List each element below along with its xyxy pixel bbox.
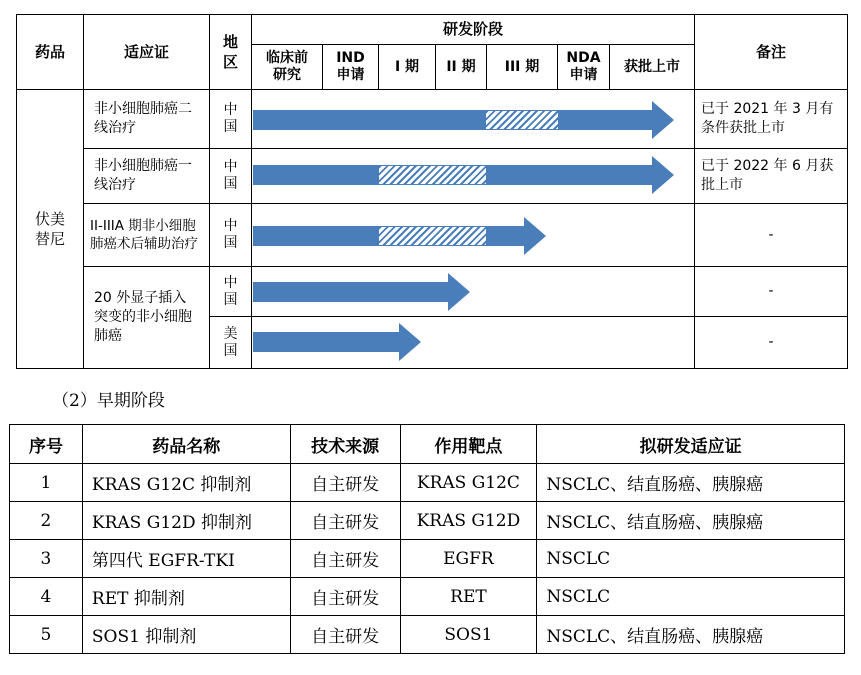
phase-preclinical <box>252 45 322 89</box>
section-title-early-stage: （2）早期阶段 <box>52 391 165 411</box>
cell-target: SOS1 <box>400 616 537 654</box>
country-5: 美国 <box>223 325 238 359</box>
note-1: 已于 2021 年 3 月有条件获批上市 <box>701 101 834 136</box>
cell-drug-name: RET 抑制剂 <box>82 578 290 616</box>
cell-target: EGFR <box>400 540 537 578</box>
phase-nda-line2: 申请 <box>569 67 598 83</box>
progress-solid2-row1 <box>558 110 654 130</box>
progress-solid-row1 <box>253 110 486 130</box>
country-4: 中国 <box>223 274 238 308</box>
note-2: 已于 2022 年 6 月获批上市 <box>701 158 834 193</box>
arrow-head-row3 <box>524 217 546 255</box>
phase-nda <box>558 45 609 89</box>
cell-tech-source: 自主研发 <box>290 540 400 578</box>
cell-index: 3 <box>10 540 83 578</box>
arrow-head-row2 <box>652 156 674 194</box>
cell-drug-name: SOS1 抑制剂 <box>82 616 290 654</box>
cell-tech-source: 自主研发 <box>290 578 400 616</box>
early-table-header-row <box>10 425 845 464</box>
cell-drug-name: 第四代 EGFR-TKI <box>82 540 290 578</box>
header-stage: 研发阶段 <box>442 20 503 38</box>
phase-nda-line1: NDA <box>566 50 601 66</box>
cell-drug-name: KRAS G12C 抑制剂 <box>82 464 290 502</box>
country-1: 中国 <box>223 102 238 135</box>
indication-4-line3: 肺癌 <box>94 328 122 344</box>
phase-ind-line2: 申请 <box>336 67 365 83</box>
progress-hatched-row1 <box>486 110 558 130</box>
arrow-head-row5 <box>399 323 421 361</box>
cell-index: 1 <box>10 464 83 502</box>
cell-indication: NSCLC <box>537 578 845 616</box>
col-header-drug-name: 药品名称 <box>82 425 290 464</box>
drug-name: 伏美替尼 <box>34 210 65 248</box>
header-note: 备注 <box>755 42 786 61</box>
note-5: - <box>768 334 774 350</box>
header-drug: 药品 <box>34 42 65 61</box>
cell-tech-source: 自主研发 <box>290 616 400 654</box>
cell-tech-source: 自主研发 <box>290 464 400 502</box>
progress-solid2-row2 <box>486 165 654 185</box>
phase-preclinical-line1: 临床前 <box>266 50 308 66</box>
table-row <box>10 540 845 578</box>
cell-indication: NSCLC、结直肠癌、胰腺癌 <box>537 502 845 540</box>
indication-3: II-IIIA 期非小细胞肺癌术后辅助治疗 <box>90 218 198 252</box>
phase-preclinical-line2: 研究 <box>273 67 301 83</box>
early-stage-table <box>9 424 845 654</box>
cell-indication: NSCLC、结直肠癌、胰腺癌 <box>537 464 845 502</box>
phase-2: II 期 <box>446 58 476 75</box>
note-4: - <box>768 283 774 299</box>
progress-solid-row4 <box>253 282 450 302</box>
header-indication: 适应证 <box>123 42 169 61</box>
note-3: - <box>768 226 774 243</box>
indication-4-line1: 20 外显子插入 <box>94 290 187 306</box>
table-row <box>10 578 845 616</box>
indication-4-line2: 突变的非小细胞 <box>94 309 192 325</box>
country-3: 中国 <box>223 218 238 251</box>
cell-indication: NSCLC <box>537 540 845 578</box>
indication-1: 非小细胞肺癌二线治疗 <box>94 101 192 136</box>
progress-solid2-row3 <box>486 226 526 246</box>
col-header-target: 作用靶点 <box>400 425 537 464</box>
indication-2: 非小细胞肺癌一线治疗 <box>94 158 192 193</box>
progress-hatched-row2 <box>379 165 486 185</box>
cell-indication: NSCLC、结直肠癌、胰腺癌 <box>537 616 845 654</box>
arrow-head-row1 <box>652 101 674 139</box>
arrow-head-row4 <box>448 273 470 311</box>
cell-tech-source: 自主研发 <box>290 502 400 540</box>
cell-target: KRAS G12D <box>400 502 537 540</box>
progress-solid-row3 <box>253 226 379 246</box>
cell-drug-name: KRAS G12D 抑制剂 <box>82 502 290 540</box>
table-row <box>10 616 845 654</box>
progress-hatched-row3 <box>379 226 486 246</box>
country-2: 中国 <box>223 159 238 192</box>
header-region: 地区 <box>222 33 238 71</box>
phase-1: I 期 <box>394 58 420 75</box>
cell-target: RET <box>400 578 537 616</box>
cell-target: KRAS G12C <box>400 464 537 502</box>
progress-solid-row5 <box>253 332 401 352</box>
col-header-tech-source: 技术来源 <box>290 425 400 464</box>
cell-index: 4 <box>10 578 83 616</box>
phase-ind <box>323 45 378 89</box>
phase-3: III 期 <box>504 58 540 75</box>
pipeline-table <box>16 14 848 369</box>
phase-ind-line1: IND <box>336 50 365 66</box>
cell-index: 2 <box>10 502 83 540</box>
indication-4 <box>84 267 209 368</box>
phase-approved: 获批上市 <box>624 58 680 75</box>
col-header-indication: 拟研发适应证 <box>537 425 845 464</box>
table-row <box>10 464 845 502</box>
cell-index: 5 <box>10 616 83 654</box>
table-row <box>10 502 845 540</box>
col-header-index: 序号 <box>10 425 83 464</box>
progress-solid-row2 <box>253 165 379 185</box>
